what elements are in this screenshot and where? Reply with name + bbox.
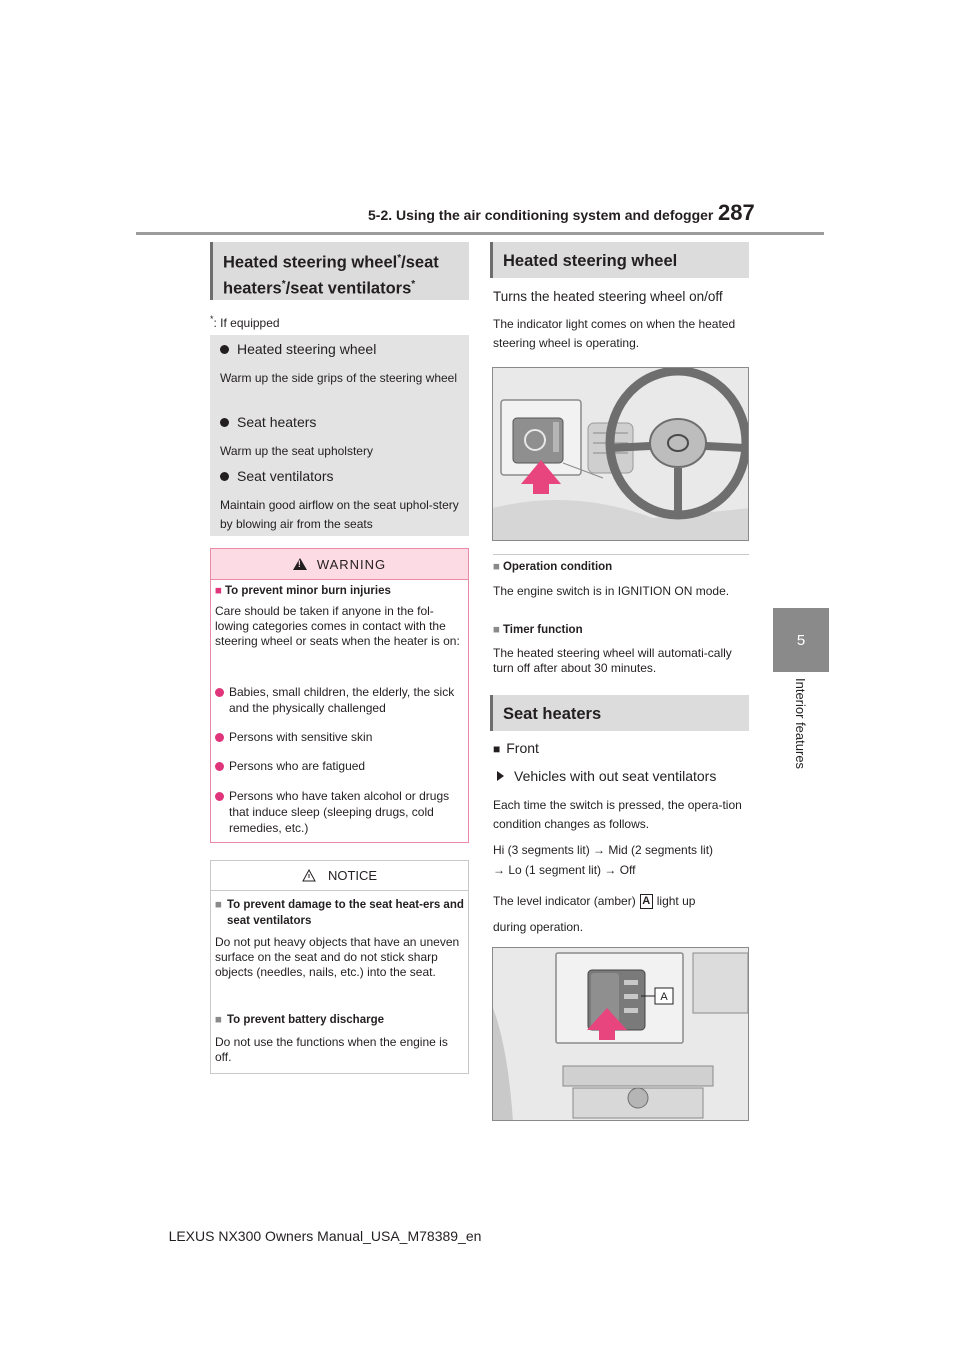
section-title-steering: Heated steering wheel [490, 242, 749, 278]
summary-heading-ventilators: Seat ventilators [220, 468, 334, 484]
callout-a-label: A [660, 991, 668, 1003]
steering-lead: Turns the heated steering wheel on/off [493, 289, 723, 304]
title-sup-2: * [281, 278, 286, 290]
chapter-title: 5-2. Using the air conditioning system and defogger [368, 207, 714, 223]
notice-text-battery: Do not use the functions when the engine is off. [215, 1035, 448, 1064]
switch-text: Each time the switch is pressed, the opera-tion condition changes as follows. [493, 798, 742, 831]
summary-desc-steering: Warm up the side grips of the steering wheel [220, 371, 458, 385]
warning-header [211, 549, 468, 580]
summary-desc-ventilators: Maintain good airflow on the seat uphol-stery by blowing air from the seats [220, 498, 459, 531]
front-heading: ■ Front [493, 740, 539, 756]
seat-heater-figure [492, 947, 749, 1121]
timer-function-title: ■ Timer function [493, 624, 583, 636]
warning-subheading: ■ To prevent minor burn injuries [215, 585, 391, 597]
pink-dot-icon [215, 733, 224, 742]
bullet-dot-icon [220, 345, 229, 354]
warning-bullet: Persons who have taken alcohol or drugs that induce sleep (sleeping drugs, cold remedies, etc.) [215, 788, 465, 836]
title-part-3: heaters [223, 279, 282, 297]
square-bullet-icon: ■ [215, 899, 222, 911]
indicator-text-line-2: during operation. [493, 920, 584, 934]
title-part-1: Heated steering wheel [223, 253, 398, 272]
warning-box [210, 548, 469, 843]
square-bullet-icon: ■ [493, 624, 500, 636]
summary-heading-seat-heaters: Seat heaters [220, 414, 316, 430]
pink-dot-icon [215, 792, 224, 801]
square-bullet-icon: ■ [215, 585, 222, 597]
callout-a-badge: A [640, 894, 653, 909]
notice-triangle-icon [302, 869, 316, 882]
sequence-line-2: → Lo (1 segment lit) → Off [493, 863, 636, 877]
seat-heater-illustration [493, 948, 749, 1121]
notice-label: NOTICE [327, 868, 378, 883]
triangle-right-icon [497, 771, 504, 781]
bullet-dot-icon [220, 472, 229, 481]
notice-text-damage: Do not put heavy objects that have an uneven surface on the seat and do not stick sharp objects (needles, nails, etc.) into the seat. [215, 935, 460, 979]
square-bullet-icon: ■ [215, 1014, 222, 1026]
title-sup-3: * [411, 278, 416, 290]
footnote-mark: * [210, 314, 214, 324]
chapter-tab[interactable] [773, 608, 829, 672]
title-part-2: /seat [401, 253, 439, 272]
operation-condition-text: The engine switch is in IGNITION ON mode. [493, 584, 730, 598]
divider [493, 554, 749, 555]
sequence-line-1: Hi (3 segments lit) → Mid (2 segments lit) [493, 843, 714, 857]
section-title-main [210, 242, 469, 300]
warning-triangle-icon [293, 558, 307, 570]
header-divider [136, 232, 824, 235]
square-bullet-icon: ■ [493, 561, 500, 573]
warning-bullet: Persons who are fatigued [215, 758, 465, 774]
chapter-side-label-text: Interior features [793, 678, 808, 770]
warning-text: Care should be taken if anyone in the fol-lowing categories comes in contact with the steering wheel or seats when the heater is on: [215, 604, 460, 648]
footer: LEXUS NX300 Owners Manual_USA_M78389_en [168, 1228, 482, 1244]
steering-desc: The indicator light comes on when the heated steering wheel is operating. [493, 317, 736, 350]
title-part-4: /seat ventilators [285, 279, 412, 297]
square-bullet-icon: ■ [493, 742, 501, 756]
timer-function-text: The heated steering wheel will automati-cally turn off after about 30 minutes. [493, 646, 732, 675]
notice-box [210, 860, 469, 1074]
section-title-seat-heaters: Seat heaters [490, 695, 749, 731]
steering-wheel-figure [492, 367, 749, 541]
footnote [210, 314, 280, 330]
pink-dot-icon [215, 762, 224, 771]
footnote-text: : If equipped [213, 316, 280, 330]
summary-desc-seat-heaters: Warm up the seat upholstery [220, 444, 373, 458]
page-number: 287 [718, 200, 755, 225]
notice-header [211, 861, 468, 891]
chapter-tab-number: 5 [796, 631, 806, 649]
steering-wheel-illustration [493, 368, 749, 541]
pink-dot-icon [215, 688, 224, 697]
operation-condition-title: ■ Operation condition [493, 561, 613, 573]
bullet-dot-icon [220, 418, 229, 427]
warning-bullet: Babies, small children, the elderly, the sick and the physically challenged [215, 684, 465, 716]
chapter-side-label [792, 678, 812, 788]
warning-label: WARNING [316, 556, 387, 572]
title-sup-1: * [397, 253, 402, 264]
notice-subheading-battery: ■ To prevent battery discharge [215, 1014, 384, 1026]
vehicles-heading: Vehicles with out seat ventilators [493, 768, 716, 784]
feature-summary [210, 335, 469, 536]
notice-subheading-damage: ■ To prevent damage to the seat heat-ers and seat ventilators [215, 899, 464, 927]
indicator-text: The level indicator (amber) A light up [493, 894, 696, 908]
warning-bullet: Persons with sensitive skin [215, 729, 465, 745]
summary-heading-steering: Heated steering wheel [220, 341, 376, 357]
